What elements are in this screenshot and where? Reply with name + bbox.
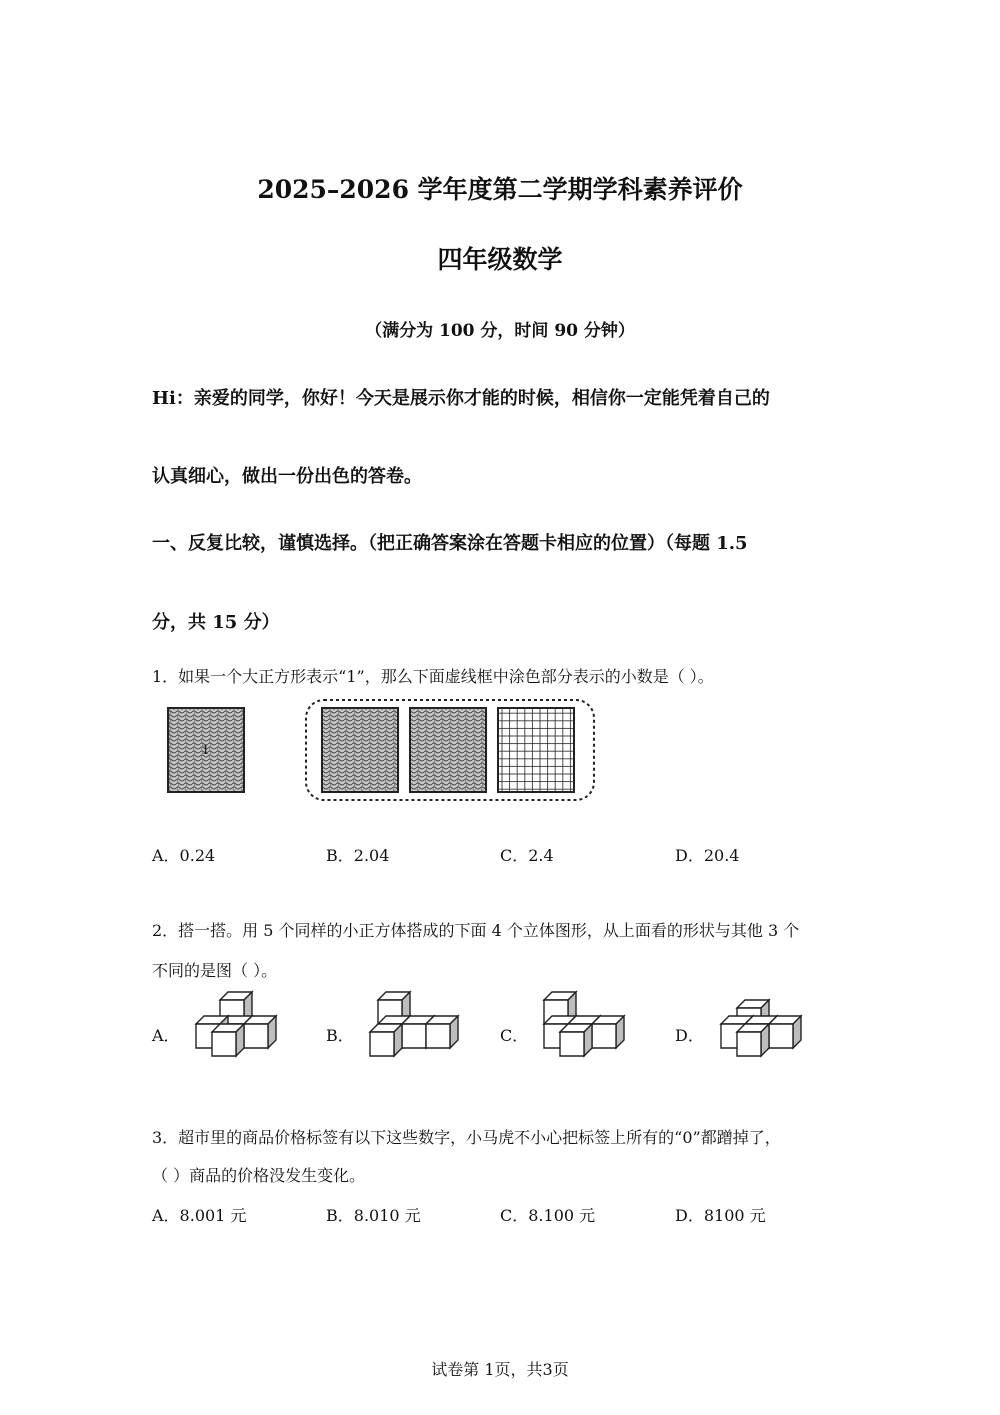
q2-option-d[interactable]: D．: [675, 1026, 704, 1045]
unit-cube: [370, 1024, 402, 1056]
unit-cube: [592, 1016, 624, 1048]
q2-figure-c[interactable]: [538, 990, 633, 1060]
question-2-stem-line-2: 不同的是图（ ）。: [152, 961, 278, 980]
q2-option-b[interactable]: B．: [326, 1026, 354, 1045]
shaded-square-2: [410, 708, 486, 792]
q1-option-d[interactable]: D．20.4: [675, 846, 740, 865]
q3-option-a[interactable]: A．8.001 元: [152, 1206, 247, 1225]
question-3-stem-line-1: 3．超市里的商品价格标签有以下这些数字，小马虎不小心把标签上所有的“0”都蹭掉了，: [152, 1128, 781, 1147]
q2-figure-a[interactable]: [190, 990, 285, 1060]
unit-cube: [426, 1016, 458, 1048]
unit-square-label: 1: [202, 743, 209, 758]
question-2-stem-line-1: 2．搭一搭。用 5 个同样的小正方体搭成的下面 4 个立体图形，从上面看的形状与其他 3 个: [152, 921, 800, 940]
section-heading-line-1: 一、反复比较，谨慎选择。（把正确答案涂在答题卡相应的位置）（每题 1.5: [152, 533, 748, 554]
q2-figure-d[interactable]: [715, 998, 810, 1063]
greeting-line-2: 认真细心，做出一份出色的答卷。: [152, 466, 422, 487]
section-heading-line-2: 分，共 15 分）: [152, 612, 280, 633]
q2-figure-b[interactable]: [364, 990, 464, 1060]
unit-cube: [244, 1016, 276, 1048]
unit-cube: [560, 1024, 592, 1056]
question-1-figure: [160, 698, 600, 808]
grid-square: [498, 708, 574, 792]
question-3-stem-line-2: （ ）商品的价格没发生变化。: [152, 1166, 366, 1185]
score-note: （满分为 100 分，时间 90 分钟）: [365, 321, 635, 341]
q3-option-d[interactable]: D．8100 元: [675, 1206, 766, 1225]
exam-subtitle: 四年级数学: [437, 245, 563, 274]
q1-option-b[interactable]: B．2.04: [326, 846, 390, 865]
page-number-footer: 试卷第 1页，共3页: [431, 1360, 569, 1379]
unit-cube: [769, 1016, 801, 1048]
q3-option-c[interactable]: C．8.100 元: [500, 1206, 596, 1225]
exam-title: 2025–2026 学年度第二学期学科素养评价: [257, 175, 743, 204]
q2-option-c[interactable]: C．: [500, 1026, 529, 1045]
q1-option-a[interactable]: A．0.24: [152, 846, 216, 865]
q3-option-b[interactable]: B．8.010 元: [326, 1206, 421, 1225]
unit-cube: [737, 1024, 769, 1056]
question-1-stem: 1．如果一个大正方形表示“1”，那么下面虚线框中涂色部分表示的小数是（ ）。: [152, 667, 714, 686]
q1-option-c[interactable]: C．2.4: [500, 846, 554, 865]
unit-cube: [212, 1024, 244, 1056]
greeting-line-1: Hi：亲爱的同学，你好！今天是展示你才能的时候，相信你一定能凭着自己的: [152, 388, 770, 409]
shaded-square-1: [322, 708, 398, 792]
q2-option-a[interactable]: A．: [152, 1026, 180, 1045]
